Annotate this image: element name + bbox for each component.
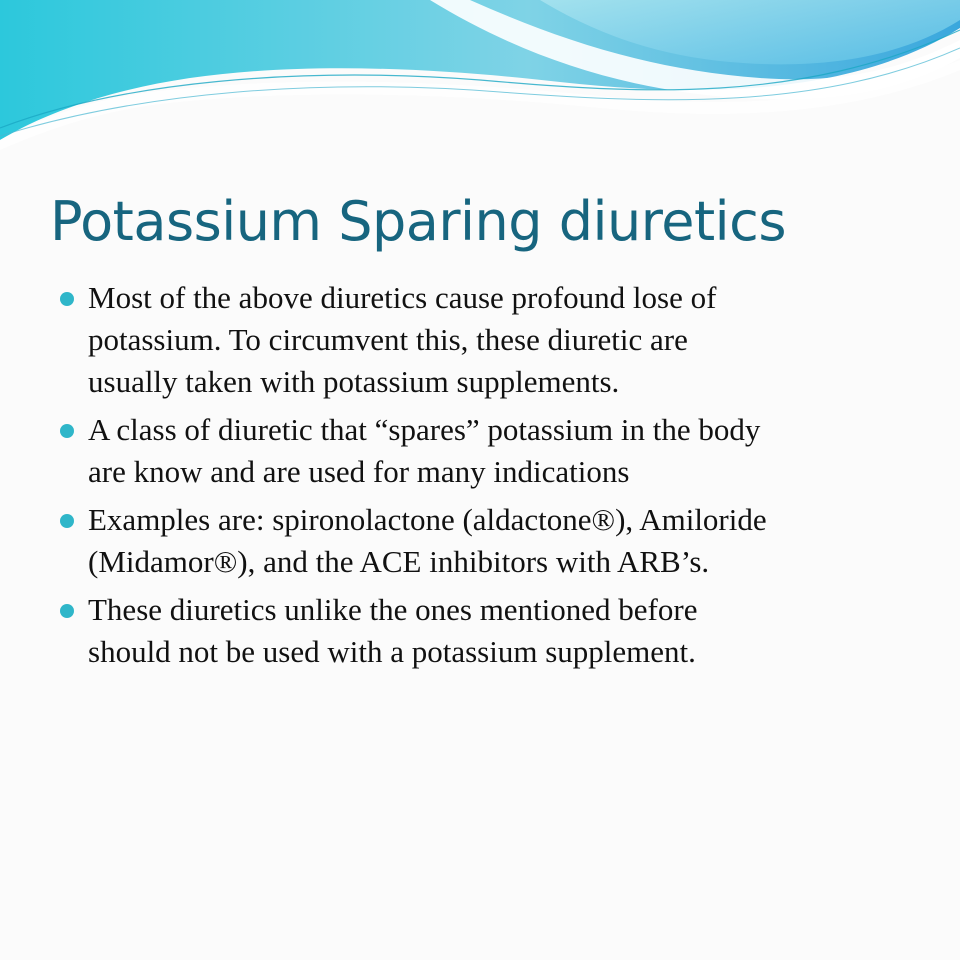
bullet-line: Examples are: spironolactone (aldactone®), Amiloride <box>88 502 767 537</box>
bullet-line: (Midamor®), and the ACE inhibitors with ARB’s. <box>88 544 710 579</box>
bullet-dot-icon <box>60 604 74 618</box>
bullet-item <box>60 499 940 583</box>
bullet-line: These diuretics unlike the ones mentioned before <box>88 592 698 627</box>
bullet-list <box>60 277 940 679</box>
bullet-line: Most of the above diuretics cause profound lose of <box>88 280 717 315</box>
bullet-line: are know and are used for many indications <box>88 454 630 489</box>
bullet-line: should not be used with a potassium supplement. <box>88 634 696 669</box>
bullet-item <box>60 589 940 673</box>
bullet-item <box>60 409 940 493</box>
bullet-dot-icon <box>60 292 74 306</box>
bullet-dot-icon <box>60 424 74 438</box>
slide-title: Potassium Sparing diuretics <box>50 190 786 253</box>
header-wave-decoration <box>0 0 960 170</box>
bullet-line: A class of diuretic that “spares” potassium in the body <box>88 412 761 447</box>
bullet-line: potassium. To circumvent this, these diuretic are <box>88 322 688 357</box>
bullet-dot-icon <box>60 514 74 528</box>
bullet-item <box>60 277 940 403</box>
bullet-line: usually taken with potassium supplements. <box>88 364 620 399</box>
